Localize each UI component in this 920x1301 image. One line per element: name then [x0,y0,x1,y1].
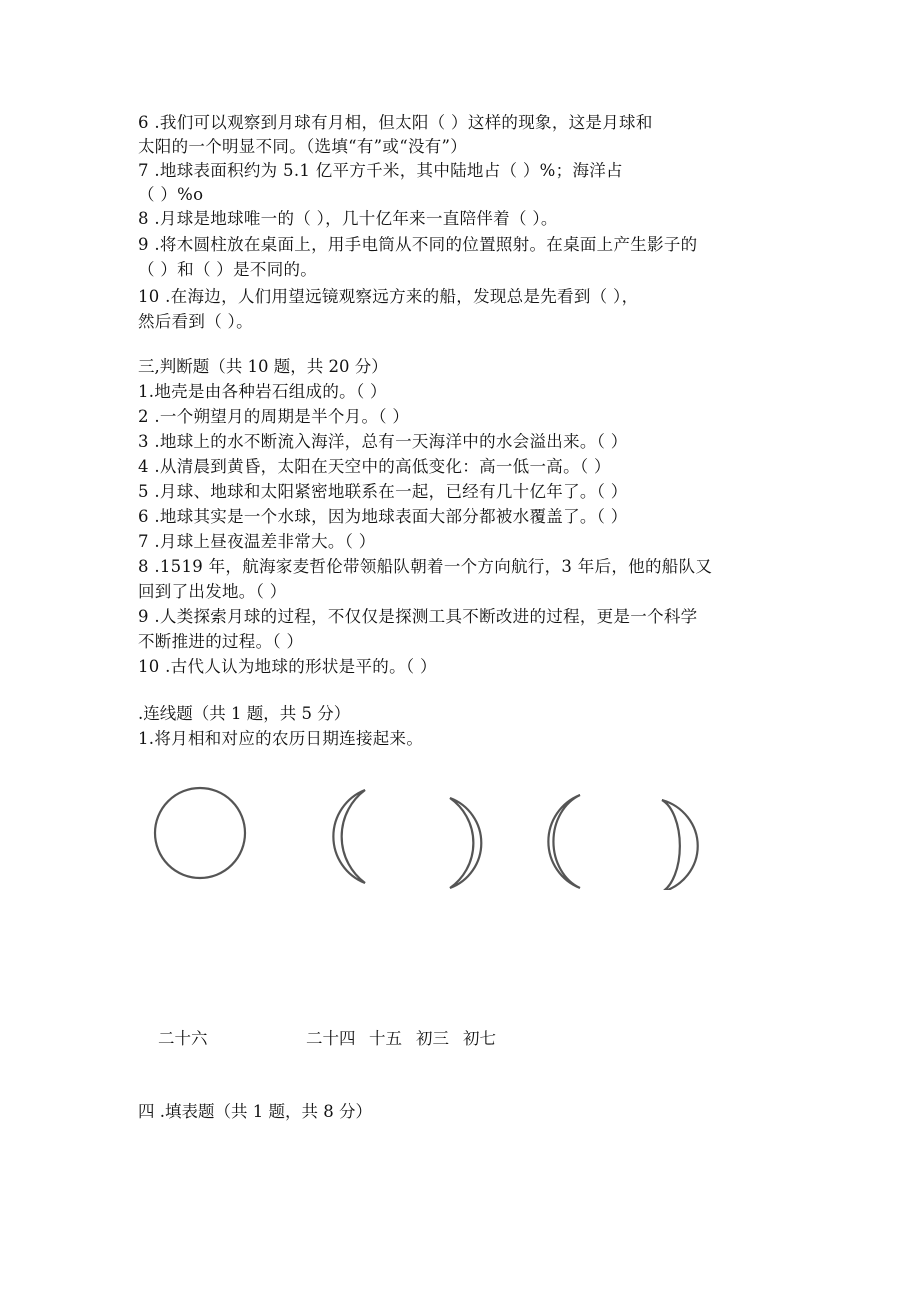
judge-item: 10 .古代人认为地球的形状是平的。（ ） [138,657,437,676]
judge-item: 1.地壳是由各种岩石组成的。（ ） [138,382,387,401]
lunar-date-label: 初三 [416,1029,449,1048]
judge-item: 不断推进的过程。（ ） [138,632,304,651]
question-9-line-1: 9 .将木圆柱放在桌面上，用手电筒从不同的位置照射。在桌面上产生影子的 [138,235,698,254]
question-7-line-1: 7 .地球表面积约为 5.1 亿平方千米，其中陆地占（ ）%；海洋占 [138,161,623,180]
question-6-line-2: 太阳的一个明显不同。（选填“有”或“没有”） [138,137,468,156]
question-9-line-2: （ ）和（ ）是不同的。 [138,260,318,279]
judge-item: 5 .月球、地球和太阳紧密地联系在一起，已经有几十亿年了。（ ） [138,482,628,501]
moon-phase-images [150,780,730,900]
judge-item: 回到了出发地。（ ） [138,582,287,601]
match-section-heading: .连线题（共 1 题，共 5 分） [138,704,351,723]
question-6-line-1: 6 .我们可以观察到月球有月相，但太阳（ ）这样的现象，这是月球和 [138,113,653,132]
judge-item: 7 .月球上昼夜温差非常大。（ ） [138,532,376,551]
lunar-date-label: 十五 [369,1029,402,1048]
question-10-line-1: 10 .在海边，人们用望远镜观察远方来的船，发现总是先看到（ ）， [138,287,639,306]
table-section-heading: 四 .填表题（共 1 题，共 8 分） [138,1102,372,1121]
question-7-line-2: （ ）%o [138,185,204,204]
full-moon-icon [150,780,250,890]
match-question: 1.将月相和对应的农历日期连接起来。 [138,729,424,748]
lunar-date-label: 二十四 [306,1029,356,1048]
lunar-date-label: 二十六 [158,1029,208,1048]
judge-item: 9 .人类探索月球的过程，不仅仅是探测工具不断改进的过程，更是一个科学 [138,607,698,626]
waning-crescent-left-icon [540,780,610,890]
judge-item: 6 .地球其实是一个水球，因为地球表面大部分都被水覆盖了。（ ） [138,507,628,526]
judge-section-heading: 三,判断题（共 10 题，共 20 分） [138,357,388,376]
question-10-line-2: 然后看到（ ）。 [138,312,253,331]
judge-item: 4 .从清晨到黄昏，太阳在天空中的高低变化：高一低一高。（ ） [138,457,611,476]
lunar-date-label: 初七 [463,1029,496,1048]
judge-item: 2 .一个朔望月的周期是半个月。（ ） [138,407,410,426]
crescent-right-icon [440,780,510,890]
question-8-line-1: 8 .月球是地球唯一的（ ），几十亿年来一直陪伴着（ ）。 [138,209,558,228]
judge-item: 3 .地球上的水不断流入海洋，总有一天海洋中的水会溢出来。（ ） [138,432,628,451]
judge-item: 8 .1519 年，航海家麦哲伦带领船队朝着一个方向航行，3 年后，他的船队又 [138,557,713,576]
gibbous-right-icon [650,780,730,890]
waxing-crescent-left-icon [310,780,380,890]
